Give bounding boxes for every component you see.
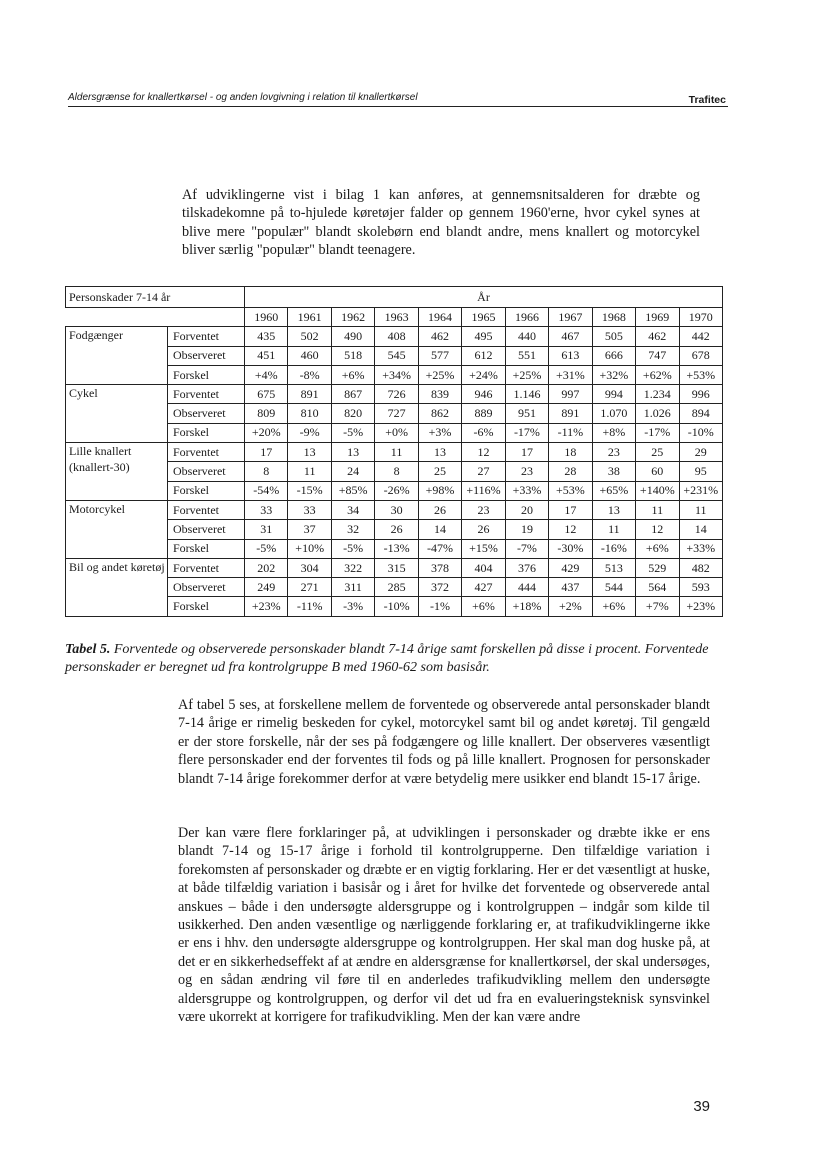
value-cell: 13 — [418, 443, 461, 462]
value-cell: -11% — [288, 597, 331, 616]
value-cell: 408 — [375, 327, 418, 346]
metric-label: Forskel — [168, 423, 245, 442]
value-cell: 440 — [505, 327, 548, 346]
value-cell: 95 — [679, 462, 722, 481]
value-cell: -5% — [331, 539, 374, 558]
value-cell: -15% — [288, 481, 331, 500]
table-row — [66, 443, 723, 462]
value-cell: 502 — [288, 327, 331, 346]
year-cell: 1970 — [679, 308, 722, 327]
year-cell: 1962 — [331, 308, 374, 327]
value-cell: 271 — [288, 578, 331, 597]
value-cell: 14 — [679, 520, 722, 539]
personskader-table — [65, 286, 723, 617]
value-cell: 946 — [462, 385, 505, 404]
body-paragraph-2: Der kan være flere forklaringer på, at udviklingen i personskader og dræbte ikke er ens blandt 7-14 og 15-17 årige i forhold til kontrolgrupperne. Den tilfældige variation i forekomsten af personskader og dræbte er en vigtig forklaring. Her er det væsentligt at huske, at både tilfældig variation i basisår og i året for hvilke det forventede og observerede antal anskues – både i den undersøgte aldersgruppe og i kontrolgruppen – indgår som kilde til usikkerhed. Den anden væsentlige og nærliggende forklaring er, at trafikudviklingerne ikke er ens i hhv. den undersøgte aldersgruppe og kontrolgruppen. Her skal man dog huske på, at det er en sikkerhedseffekt af at ændre en aldersgrænse for knallertkørsel, der skal undersøges, og en sådan ændring vil føre til en anderledes trafikudvikling mellem den undersøgte aldersgruppe og kontrolgruppen, og derfor vil det ud fra en evalueringsteknisk synsvinkel være ukorrekt at korrigere for trafikudvikling. Men der kan være andre — [178, 825, 710, 1026]
value-cell: 60 — [636, 462, 679, 481]
value-cell: 593 — [679, 578, 722, 597]
value-cell: 482 — [679, 558, 722, 577]
caption-label: Tabel 5. — [65, 642, 111, 657]
metric-label: Forventet — [168, 327, 245, 346]
value-cell: -5% — [331, 423, 374, 442]
value-cell: -6% — [462, 423, 505, 442]
value-cell: 490 — [331, 327, 374, 346]
value-cell: 311 — [331, 578, 374, 597]
group-label: Fodgænger — [66, 327, 168, 385]
metric-label: Forventet — [168, 500, 245, 519]
year-cell: 1965 — [462, 308, 505, 327]
value-cell: 11 — [375, 443, 418, 462]
value-cell: +2% — [549, 597, 592, 616]
value-cell: 951 — [505, 404, 548, 423]
value-cell: 23 — [462, 500, 505, 519]
value-cell: -10% — [375, 597, 418, 616]
value-cell: 462 — [418, 327, 461, 346]
value-cell: 30 — [375, 500, 418, 519]
metric-label: Observeret — [168, 462, 245, 481]
value-cell: 1.234 — [636, 385, 679, 404]
value-cell: 404 — [462, 558, 505, 577]
value-cell: +3% — [418, 423, 461, 442]
value-cell: 460 — [288, 346, 331, 365]
value-cell: 12 — [549, 520, 592, 539]
value-cell: 23 — [505, 462, 548, 481]
value-cell: -11% — [549, 423, 592, 442]
body-paragraph-1: Af tabel 5 ses, at forskellene mellem de forventede og observerede antal personskader blandt 7-14 årige er rimelig beskeden for cykel, motorcykel samt bil og andet køretøj. Til gengæld er der store forskelle, når der ses på fodgængere og lille knallert. Der observeres væsentligt flere personskader end der forventes til fods og på lille knallert. Prognosen for personskader blandt 7-14 årige forekommer derfor at være betydelig mere usikker end blandt 15-17 årige. — [178, 697, 710, 787]
value-cell: +6% — [462, 597, 505, 616]
year-cell: 1961 — [288, 308, 331, 327]
value-cell: 8 — [245, 462, 288, 481]
metric-label: Observeret — [168, 520, 245, 539]
value-cell: +231% — [679, 481, 722, 500]
value-cell: +4% — [245, 365, 288, 384]
value-cell: 31 — [245, 520, 288, 539]
value-cell: 613 — [549, 346, 592, 365]
value-cell: -16% — [592, 539, 635, 558]
value-cell: 376 — [505, 558, 548, 577]
value-cell: -30% — [549, 539, 592, 558]
header-brand: Trafitec — [688, 94, 726, 106]
value-cell: -3% — [331, 597, 374, 616]
value-cell: -5% — [245, 539, 288, 558]
value-cell: -7% — [505, 539, 548, 558]
value-cell: 304 — [288, 558, 331, 577]
value-cell: 14 — [418, 520, 461, 539]
value-cell: 427 — [462, 578, 505, 597]
value-cell: 20 — [505, 500, 548, 519]
metric-label: Forventet — [168, 443, 245, 462]
value-cell: 809 — [245, 404, 288, 423]
table-row — [66, 385, 723, 404]
value-cell: 726 — [375, 385, 418, 404]
value-cell: +33% — [679, 539, 722, 558]
value-cell: 467 — [549, 327, 592, 346]
value-cell: 435 — [245, 327, 288, 346]
value-cell: 24 — [331, 462, 374, 481]
table-years-row — [66, 308, 723, 327]
value-cell: 23 — [592, 443, 635, 462]
value-cell: 747 — [636, 346, 679, 365]
value-cell: 25 — [636, 443, 679, 462]
value-cell: -17% — [636, 423, 679, 442]
value-cell: +23% — [679, 597, 722, 616]
value-cell: -10% — [679, 423, 722, 442]
value-cell: +8% — [592, 423, 635, 442]
table-caption — [65, 641, 725, 677]
value-cell: +25% — [505, 365, 548, 384]
value-cell: +116% — [462, 481, 505, 500]
value-cell: +7% — [636, 597, 679, 616]
value-cell: 8 — [375, 462, 418, 481]
value-cell: 505 — [592, 327, 635, 346]
value-cell: -13% — [375, 539, 418, 558]
metric-label: Forskel — [168, 481, 245, 500]
value-cell: -8% — [288, 365, 331, 384]
value-cell: 839 — [418, 385, 461, 404]
value-cell: +53% — [549, 481, 592, 500]
value-cell: 612 — [462, 346, 505, 365]
value-cell: 12 — [462, 443, 505, 462]
value-cell: 11 — [679, 500, 722, 519]
value-cell: -1% — [418, 597, 461, 616]
table-header-row — [66, 287, 723, 308]
metric-label: Forventet — [168, 558, 245, 577]
page-number: 39 — [693, 1098, 710, 1115]
value-cell: 442 — [679, 327, 722, 346]
value-cell: 820 — [331, 404, 374, 423]
value-cell: 26 — [375, 520, 418, 539]
value-cell: 17 — [505, 443, 548, 462]
value-cell: 13 — [592, 500, 635, 519]
value-cell: 38 — [592, 462, 635, 481]
value-cell: 994 — [592, 385, 635, 404]
metric-label: Forskel — [168, 597, 245, 616]
value-cell: +6% — [331, 365, 374, 384]
value-cell: +15% — [462, 539, 505, 558]
value-cell: 518 — [331, 346, 374, 365]
table-row — [66, 558, 723, 577]
metric-label: Observeret — [168, 578, 245, 597]
value-cell: 378 — [418, 558, 461, 577]
value-cell: 33 — [288, 500, 331, 519]
value-cell: 32 — [331, 520, 374, 539]
value-cell: 29 — [679, 443, 722, 462]
value-cell: 11 — [592, 520, 635, 539]
value-cell: 37 — [288, 520, 331, 539]
value-cell: 564 — [636, 578, 679, 597]
value-cell: 675 — [245, 385, 288, 404]
value-cell: 462 — [636, 327, 679, 346]
caption-text: Forventede og observerede personskader blandt 7-14 årige samt forskellen på disse i procent. Forventede personskader er beregnet ud fra kontrolgruppe B med 1960-62 som basisår. — [65, 642, 709, 675]
value-cell: +6% — [636, 539, 679, 558]
value-cell: 18 — [549, 443, 592, 462]
value-cell: +10% — [288, 539, 331, 558]
table-row — [66, 500, 723, 519]
group-label: Lille knallert (knallert-30) — [66, 443, 168, 501]
header-title: Aldersgrænse for knallertkørsel - og anden lovgivning i relation til knallertkørsel — [68, 92, 418, 103]
value-cell: 862 — [418, 404, 461, 423]
year-cell: 1969 — [636, 308, 679, 327]
value-cell: -54% — [245, 481, 288, 500]
value-cell: 545 — [375, 346, 418, 365]
year-cell: 1963 — [375, 308, 418, 327]
value-cell: 315 — [375, 558, 418, 577]
value-cell: 513 — [592, 558, 635, 577]
value-cell: 577 — [418, 346, 461, 365]
value-cell: 34 — [331, 500, 374, 519]
value-cell: +32% — [592, 365, 635, 384]
value-cell: +6% — [592, 597, 635, 616]
metric-label: Forskel — [168, 365, 245, 384]
metric-label: Forskel — [168, 539, 245, 558]
value-cell: +98% — [418, 481, 461, 500]
year-cell: 1967 — [549, 308, 592, 327]
value-cell: +62% — [636, 365, 679, 384]
value-cell: 1.026 — [636, 404, 679, 423]
value-cell: 451 — [245, 346, 288, 365]
value-cell: 33 — [245, 500, 288, 519]
value-cell: 28 — [549, 462, 592, 481]
value-cell: +31% — [549, 365, 592, 384]
intro-paragraph: Af udviklingerne vist i bilag 1 kan anføres, at gennemsnitsalderen for dræbte og tilskadekomne på to-hjulede køretøjer falder op gennem 1960'erne, hvor cykel synes at blive mere "populær" blandt skolebørn end blandt andre, mens knallert og motorcykel bliver særlig "populær" blandt teenagere. — [182, 187, 700, 259]
value-cell: 17 — [245, 443, 288, 462]
value-cell: 13 — [288, 443, 331, 462]
value-cell: -26% — [375, 481, 418, 500]
value-cell: 1.070 — [592, 404, 635, 423]
value-cell: +24% — [462, 365, 505, 384]
table-row — [66, 327, 723, 346]
group-label: Bil og andet køretøj — [66, 558, 168, 616]
value-cell: 444 — [505, 578, 548, 597]
value-cell: 19 — [505, 520, 548, 539]
value-cell: -47% — [418, 539, 461, 558]
value-cell: -17% — [505, 423, 548, 442]
value-cell: -9% — [288, 423, 331, 442]
value-cell: +0% — [375, 423, 418, 442]
value-cell: 551 — [505, 346, 548, 365]
value-cell: 285 — [375, 578, 418, 597]
value-cell: 867 — [331, 385, 374, 404]
value-cell: 11 — [288, 462, 331, 481]
value-cell: +25% — [418, 365, 461, 384]
value-cell: 26 — [418, 500, 461, 519]
value-cell: 13 — [331, 443, 374, 462]
value-cell: +23% — [245, 597, 288, 616]
value-cell: 495 — [462, 327, 505, 346]
value-cell: 891 — [288, 385, 331, 404]
table-corner-label: Personskader 7-14 år — [66, 287, 245, 308]
value-cell: 678 — [679, 346, 722, 365]
value-cell: 27 — [462, 462, 505, 481]
value-cell: 889 — [462, 404, 505, 423]
value-cell: 25 — [418, 462, 461, 481]
value-cell: +53% — [679, 365, 722, 384]
value-cell: 322 — [331, 558, 374, 577]
value-cell: +85% — [331, 481, 374, 500]
value-cell: 437 — [549, 578, 592, 597]
value-cell: 894 — [679, 404, 722, 423]
group-label: Motorcykel — [66, 500, 168, 558]
value-cell: 429 — [549, 558, 592, 577]
value-cell: 727 — [375, 404, 418, 423]
value-cell: 11 — [636, 500, 679, 519]
table-corner-blank — [66, 308, 245, 327]
value-cell: 12 — [636, 520, 679, 539]
value-cell: 996 — [679, 385, 722, 404]
metric-label: Observeret — [168, 404, 245, 423]
year-header: År — [245, 287, 723, 308]
year-cell: 1968 — [592, 308, 635, 327]
value-cell: 891 — [549, 404, 592, 423]
value-cell: 17 — [549, 500, 592, 519]
metric-label: Observeret — [168, 346, 245, 365]
value-cell: 26 — [462, 520, 505, 539]
value-cell: +65% — [592, 481, 635, 500]
year-cell: 1960 — [245, 308, 288, 327]
value-cell: 249 — [245, 578, 288, 597]
value-cell: 202 — [245, 558, 288, 577]
metric-label: Forventet — [168, 385, 245, 404]
value-cell: 997 — [549, 385, 592, 404]
value-cell: 372 — [418, 578, 461, 597]
value-cell: +20% — [245, 423, 288, 442]
running-header — [68, 92, 728, 107]
value-cell: 666 — [592, 346, 635, 365]
value-cell: 1.146 — [505, 385, 548, 404]
value-cell: +34% — [375, 365, 418, 384]
value-cell: +140% — [636, 481, 679, 500]
group-label: Cykel — [66, 385, 168, 443]
value-cell: 544 — [592, 578, 635, 597]
value-cell: 810 — [288, 404, 331, 423]
value-cell: +33% — [505, 481, 548, 500]
value-cell: +18% — [505, 597, 548, 616]
year-cell: 1964 — [418, 308, 461, 327]
value-cell: 529 — [636, 558, 679, 577]
year-cell: 1966 — [505, 308, 548, 327]
